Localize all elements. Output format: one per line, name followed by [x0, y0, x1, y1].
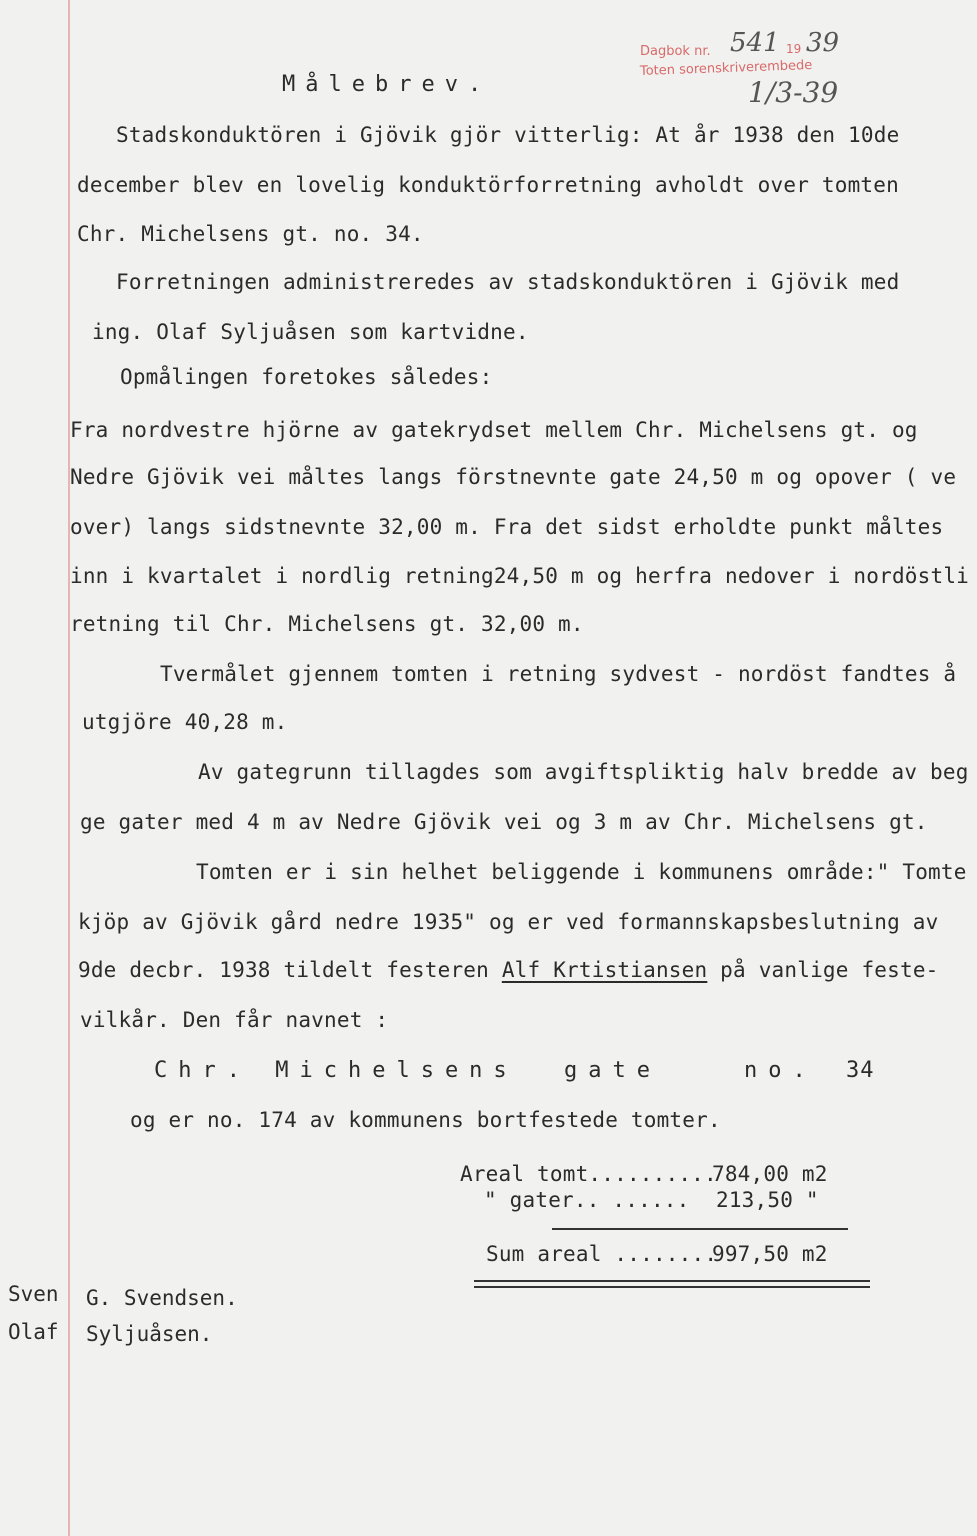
- stamp-dagbok-label: Dagbok nr.: [640, 44, 711, 59]
- street-name-part: Chr. Michelsens: [154, 1058, 518, 1083]
- text-line: Tvermålet gjennem tomten i retning sydvest - nordöst fandtes å: [160, 662, 957, 686]
- margin-rule: [68, 0, 70, 1536]
- text-line: Forretningen administreredes av stadskonduktören i Gjövik med: [116, 270, 900, 294]
- sum-rule: [552, 1228, 848, 1230]
- text-line: over) langs sidstnevnte 32,00 m. Fra det sidst erholdte punkt måltes: [70, 515, 944, 539]
- double-rule-top: [474, 1280, 870, 1282]
- signature-last-name: Syljuåsen.: [86, 1322, 213, 1346]
- text-line: inn i kvartalet i nordlig retning24,50 m og herfra nedover i nordöstli: [70, 564, 970, 588]
- double-rule-bottom: [474, 1286, 870, 1288]
- stamp-year-suffix: 39: [806, 28, 840, 58]
- area-row-value: 784,00 m2: [712, 1162, 828, 1186]
- signature-first-name: Olaf: [8, 1320, 59, 1344]
- text-line: [78, 958, 939, 982]
- street-name-part: gate: [564, 1058, 661, 1083]
- text-line: Stadskonduktören i Gjövik gjör vitterlig: At år 1938 den 10de: [116, 123, 900, 147]
- signature-last-name: G. Svendsen.: [86, 1286, 238, 1310]
- page-title: Målebrev.: [282, 72, 492, 97]
- text-line: vilkår. Den får navnet :: [80, 1008, 389, 1032]
- text-line: Chr. Michelsens gt. no. 34.: [77, 222, 424, 246]
- area-row-label: Areal tomt..........: [460, 1162, 717, 1186]
- stamp-office: Toten sorenskriverembede: [639, 57, 813, 79]
- text-line: utgjöre 40,28 m.: [82, 710, 288, 734]
- text-segment: på vanlige feste-: [720, 958, 939, 982]
- text-line: ing. Olaf Syljuåsen som kartvidne.: [92, 320, 529, 344]
- stamp-year-prefix: 19: [786, 42, 802, 56]
- street-number: 34: [846, 1058, 875, 1083]
- text-line: Tomten er i sin helhet beliggende i kommunens område:" Tomte: [196, 860, 967, 884]
- area-row-label: " gater.. ......: [484, 1188, 690, 1212]
- lessee-name: Alf Krtistiansen: [501, 958, 708, 982]
- text-line: Nedre Gjövik vei måltes langs förstnevnte gate 24,50 m og opover ( ve: [70, 465, 957, 489]
- text-line: kjöp av Gjövik gård nedre 1935" og er ved formannskapsbeslutning av: [78, 910, 939, 934]
- stamp-dagbok-number: 541: [730, 28, 780, 58]
- sum-label: Sum areal ........: [486, 1242, 718, 1266]
- area-row-value: 213,50 ": [716, 1188, 819, 1212]
- sum-value: 997,50 m2: [712, 1242, 828, 1266]
- signature-first-name: Sven: [8, 1282, 59, 1306]
- text-line: Av gategrunn tillagdes som avgiftspliktig halv bredde av beg: [198, 760, 969, 784]
- text-line: Fra nordvestre hjörne av gatekrydset mellem Chr. Michelsens gt. og: [70, 418, 918, 442]
- text-line: december blev en lovelig konduktörforretning avholdt over tomten: [77, 173, 899, 197]
- text-line: ge gater med 4 m av Nedre Gjövik vei og 3 m av Chr. Michelsens gt.: [80, 810, 928, 834]
- text-line: retning til Chr. Michelsens gt. 32,00 m.: [70, 612, 584, 636]
- handwritten-date: 1/3-39: [748, 76, 839, 109]
- street-name-part: no.: [744, 1058, 817, 1083]
- text-line: Opmålingen foretokes således:: [120, 365, 493, 389]
- registry-line: og er no. 174 av kommunens bortfestede tomter.: [130, 1108, 721, 1132]
- text-segment: 9de decbr. 1938 tildelt festeren: [78, 958, 489, 982]
